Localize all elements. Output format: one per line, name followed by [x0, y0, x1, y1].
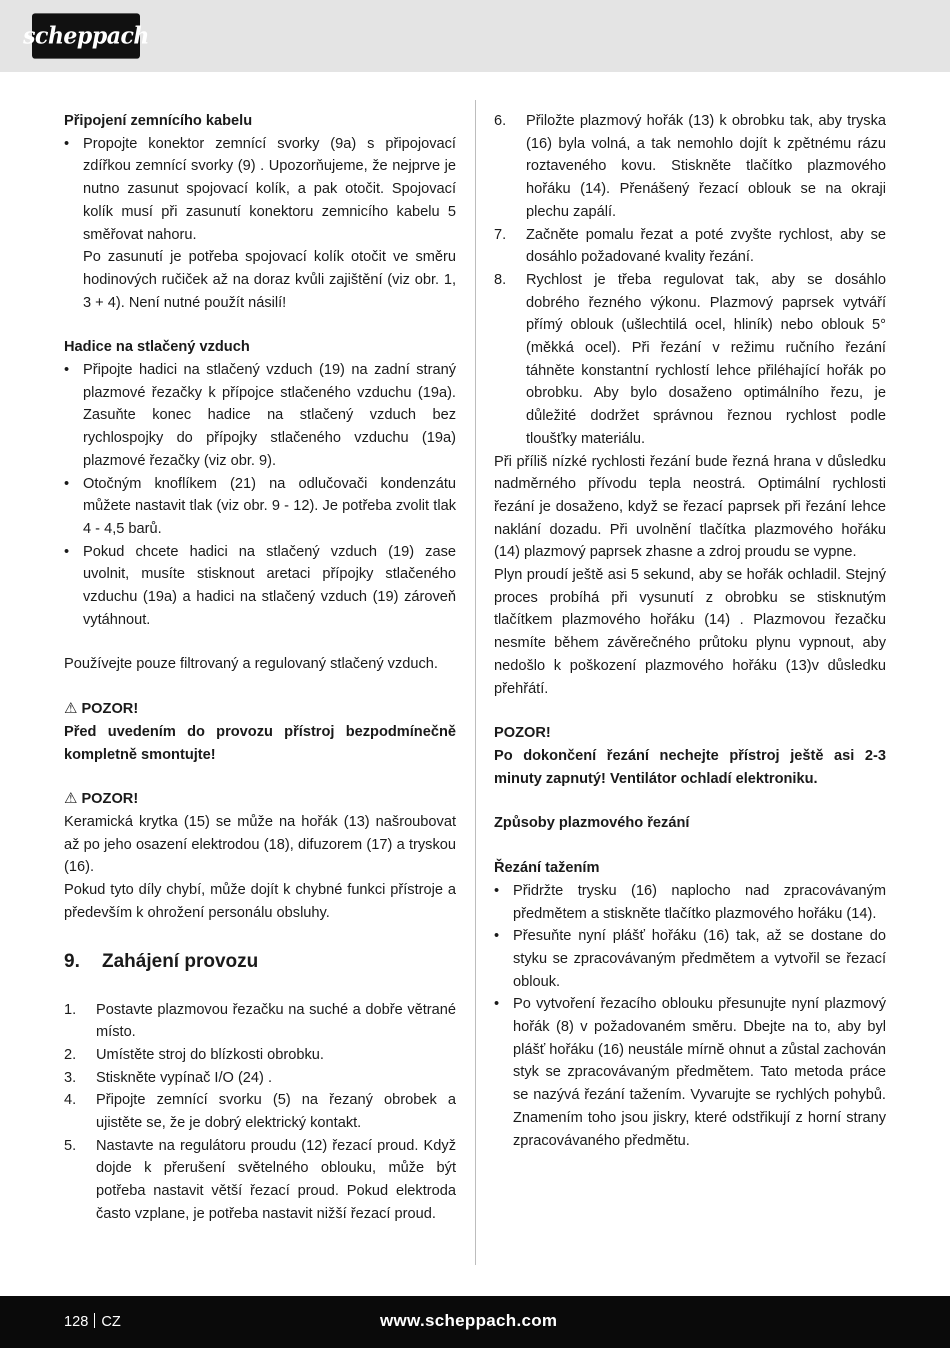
warning-ceramic-cap	[64, 788, 456, 924]
list-item: 8. Rychlost je třeba regulovat tak, aby se dosáhlo dobrého řezného výkonu. Plazmový paprsek vytváří přímý oblouk (ušlechtilá ocel, hliník) nebo oblouk 5° (měkká ocel). Při řezání v režimu ručního řezání táhněte konstantní rychlostí lehce přiléhající hořák po obrobku. Aby bylo dosaženo optimálního řezu, je důležité dodržet správnou řeznou rychlost podle tloušťky materiálu.	[494, 271, 886, 447]
cutting-speed-paragraph: Při příliš nízké rychlosti řezání bude řezná hrana v důsledku nadměrného přívodu tepla neostrá. Optimální rychlosti řezání je dosaženo, když se řezací paprsek při řezání lehce naklání dozadu. Při uvolnění tlačítka plazmového hořáku (14) plazmový paprsek zhasne a zdroj proudu se vypne.	[494, 453, 886, 561]
section-startup	[64, 947, 456, 1226]
list-item	[64, 133, 456, 315]
warning-icon: ⚠	[64, 790, 78, 808]
warning-cooling	[494, 722, 886, 790]
section-number: 9.	[64, 950, 80, 972]
header-bar	[0, 0, 950, 72]
air-note: Používejte pouze filtrovaný a regulovaný stlačený vzduch.	[64, 656, 438, 673]
startup-steps	[64, 999, 456, 1226]
list-item: 4. Připojte zemnící svorku (5) na řezaný obrobek a ujistěte se, že je dobrý elektrický kontakt.	[64, 1092, 456, 1132]
left-column	[64, 110, 456, 1226]
drag-cutting-section	[494, 857, 886, 1152]
list-item: • Po vytvoření řezacího oblouku přesunujte nyní plazmový hořák (8) v požadovaném směru. Dbejte na to, aby byl plášť hořáku (16) neustále mírně ohnut a zůstal zachován styk se zpracovávaným předmětem. Tato metoda práce se nazývá řezání tažením. Vyvarujte se rychlých pohybů. Znamením toho jsou jiskry, které odstřikují z horní strany zpracovávaného předmětu.	[494, 993, 886, 1152]
list-item: • Přesuňte nyní plášť hořáku (16) tak, až se dostane do styku se zpracovávaným předmětem a vytvořil se řezací oblouk.	[494, 925, 886, 993]
ground-bullet-text: • Propojte konektor zemnící svorky (9a) s připojovací zdířkou zemnící svorky (9) . Upozorňujeme, že nejprve je nutno zasunut spojovací kolík, a pak otočit. Spojovací kolík musí při zasunutí konektoru zemnicího kabelu 5 směřovat nahoru.	[83, 135, 456, 243]
warning-icon: ⚠	[64, 700, 78, 718]
ground-cable-section	[64, 110, 456, 314]
column-divider	[475, 100, 476, 1265]
warning-text-2: Pokud tyto díly chybí, může dojít k chybné funkci přístroje a především k ohrožení personálu obsluhy.	[64, 882, 456, 921]
air-hose-list	[64, 359, 456, 631]
air-hose-heading: Hadice na stlačený vzduch	[64, 339, 250, 356]
list-item: 5. Nastavte na regulátoru proudu (12) řezací proud. Když dojde k přerušení světelného oblouku, může být potřeba nastavit větší řezací proud. Pokud elektroda často vzplane, je potřeba nastavit nižší řezací proud.	[64, 1137, 456, 1222]
gas-flow-paragraph: Plyn proudí ještě asi 5 sekund, aby se hořák ochladil. Stejný proces probíhá při vysunutí z obrobku se stisknutým tlačítkem plazmového hořáku (14) . Plazmovou řezačku nesmíte během závěrečného průtoku plynu vypnout, aby nedošlo k poškození plazmového hořáku (13)v důsledku přehřátí.	[494, 567, 886, 697]
language-code: CZ	[101, 1314, 121, 1330]
website-link[interactable]: www.scheppach.com	[380, 1311, 558, 1330]
list-item: 7. Začněte pomalu řezat a poté zvyšte rychlost, aby se dosáhlo požadované kvality řezání.	[494, 226, 886, 266]
list-item: 2. Umístěte stroj do blízkosti obrobku.	[64, 1046, 324, 1063]
warning-title: POZOR!	[81, 701, 139, 718]
list-item: • Pokud chcete hadici na stlačený vzduch (19) zase uvolnit, musíte stisknout aretaci přípojky stlačeného vzduchu (19a) a hadici na stlačený vzduch (19) zároveň vytáhnout.	[64, 541, 456, 632]
list-item: • Přidržte trysku (16) naplocho nad zpracovávaným předmětem a stiskněte tlačítko plazmového hořáku (14).	[494, 880, 886, 925]
warning-text: Po dokončení řezání nechejte přístroj ještě asi 2-3 minuty zapnutý! Ventilátor ochladí elektroniku.	[494, 747, 886, 787]
footer-bar	[0, 1296, 950, 1348]
list-item: 3. Stiskněte vypínač I/O (24) .	[64, 1069, 273, 1086]
list-item: • Otočným knoflíkem (21) na odlučovači kondenzátu můžete nastavit tlak (viz obr. 9 - 12). Je potřeba zvolit tlak 4 - 4,5 barů.	[64, 473, 456, 541]
drag-cutting-heading: Řezání tažením	[494, 860, 600, 877]
warning-title: POZOR!	[81, 791, 139, 808]
section-title-text: Zahájení provozu	[102, 950, 259, 972]
warning-title: POZOR!	[494, 725, 551, 742]
air-hose-section	[64, 336, 456, 676]
methods-heading: Způsoby plazmového řezání	[494, 815, 690, 832]
list-item: • Připojte hadici na stlačený vzduch (19) na zadní straný plazmové řezačky k přípojce stlačeného vzduchu (19a). Zasuňte konec hadice na stlačený vzduch bez rychlospojky do přípojky stlačeného vzduchu (19a) plazmové řezačky (viz obr. 9).	[64, 359, 456, 473]
list-item: 6. Přiložte plazmový hořák (13) k obrobku tak, aby tryska (16) byla volná, a tak nemohlo dojít k zpětnému rázu roztaveného kovu. Stiskněte tlačítko plazmového hořáku (14). Přenášený řezací oblouk se na okraji plechu zapálí.	[494, 113, 886, 220]
right-column	[494, 110, 886, 1152]
page-number: 128 CZ	[64, 1314, 121, 1330]
list-item: 1. Postavte plazmovou řezačku na suché a dobře větrané místo.	[64, 1001, 456, 1041]
cutting-steps	[494, 110, 886, 451]
warning-text: Keramická krytka (15) se může na hořák (13) našroubovat až po jeho osazení elektrodou (18), difuzorem (17) a tryskou (16).	[64, 813, 456, 876]
warning-assembly	[64, 698, 456, 766]
section-title	[64, 947, 456, 977]
warning-text: Před uvedením do provozu přístroj bezpodmínečně kompletně smontujte!	[64, 723, 456, 763]
scheppach-logo: scheppach	[32, 13, 140, 58]
ground-cable-list	[64, 133, 456, 315]
ground-bullet-text-2: Po zasunutí je potřeba spojovací kolík otočit ve směru hodinových ručiček až na doraz kvůli zajištění (viz obr. 1, 3 + 4). Není nutné použít násilí!	[83, 249, 456, 311]
drag-cutting-list	[494, 880, 886, 1152]
ground-cable-heading: Připojení zemnícího kabelu	[64, 113, 253, 129]
